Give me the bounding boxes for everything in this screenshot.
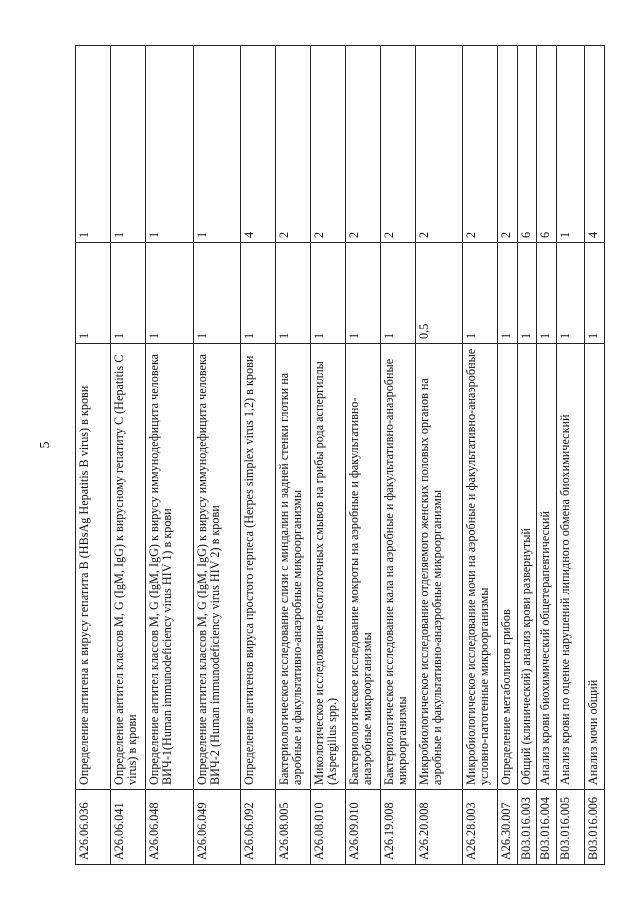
frequency-value: 1: [585, 243, 605, 344]
table-row: [110, 46, 145, 865]
service-code: B03.016.005: [557, 790, 585, 865]
count-value: 2: [345, 46, 380, 243]
service-code: B03.016.004: [537, 790, 557, 865]
table-row: [76, 46, 111, 865]
count-value: 4: [585, 46, 605, 243]
frequency-value: 1: [241, 243, 276, 344]
table-row: [345, 46, 380, 865]
count-value: 1: [145, 46, 193, 243]
frequency-value: 1: [145, 243, 193, 344]
count-value: 2: [311, 46, 346, 243]
service-name: Анализ крови биохимический общетерапевтический: [537, 344, 557, 790]
service-code: A26.09.010: [345, 790, 380, 865]
count-value: 1: [76, 46, 111, 243]
table-row: [415, 46, 463, 865]
table-row: [498, 46, 518, 865]
frequency-value: 1: [76, 243, 111, 344]
frequency-value: 1: [380, 243, 415, 344]
service-code: A26.06.049: [193, 790, 241, 865]
service-code: B03.016.003: [517, 790, 537, 865]
service-name: Определение антител классов M, G (IgM, IgG) к вирусному гепатиту C (Hepatitis C virus) в крови: [110, 344, 145, 790]
table-row: [241, 46, 276, 865]
count-value: 2: [498, 46, 518, 243]
frequency-value: 1: [537, 243, 557, 344]
services-table: [75, 45, 605, 865]
table-row: [276, 46, 311, 865]
table-row: [145, 46, 193, 865]
service-name: Определение метаболитов грибов: [498, 344, 518, 790]
service-name: Микробиологическое исследование мочи на аэробные и факультативно-анаэробные условно-патогенные микроорганизмы: [463, 344, 498, 790]
table-row: [537, 46, 557, 865]
frequency-value: 1: [193, 243, 241, 344]
table-row: [517, 46, 537, 865]
service-code: A26.08.010: [311, 790, 346, 865]
frequency-value: 0,5: [415, 243, 463, 344]
service-name: Определение антител классов M, G (IgM, IgG) к вирусу иммунодефицита человека ВИЧ-2 (Human immunodeficiency virus HIV 2) в крови: [193, 344, 241, 790]
service-code: A26.06.036: [76, 790, 111, 865]
count-value: 1: [557, 46, 585, 243]
service-code: A26.19.008: [380, 790, 415, 865]
frequency-value: 1: [463, 243, 498, 344]
service-name: Анализ крови по оценке нарушений липидного обмена биохимический: [557, 344, 585, 790]
frequency-value: 1: [311, 243, 346, 344]
service-code: A26.30.007: [498, 790, 518, 865]
service-code: B03.016.006: [585, 790, 605, 865]
frequency-value: 1: [110, 243, 145, 344]
table-row: [311, 46, 346, 865]
service-name: Бактериологическое исследование кала на аэробные и факультативно-анаэробные микроорганизмы: [380, 344, 415, 790]
service-code: A26.06.048: [145, 790, 193, 865]
service-code: A26.08.005: [276, 790, 311, 865]
count-value: 2: [415, 46, 463, 243]
table-row: [557, 46, 585, 865]
frequency-value: 1: [557, 243, 585, 344]
frequency-value: 1: [517, 243, 537, 344]
service-name: Определение антител классов M, G (IgM, IgG) к вирусу иммунодефицита человека ВИЧ-1(Human immunodeficiency virus HIV 1) в крови: [145, 344, 193, 790]
service-code: A26.20.008: [415, 790, 463, 865]
table-row: [585, 46, 605, 865]
page-number: 5: [38, 441, 53, 449]
service-name: Микробиологическое исследование отделяемого женских половых органов на аэробные и факультативно-анаэробные микроорганизмы: [415, 344, 463, 790]
count-value: 6: [517, 46, 537, 243]
frequency-value: 1: [276, 243, 311, 344]
service-name: Общий (клинический) анализ крови развернутый: [517, 344, 537, 790]
service-name: Определение антигенов вируса простого герпеса (Herpes simplex virus 1,2) в крови: [241, 344, 276, 790]
service-code: A26.06.092: [241, 790, 276, 865]
service-name: Бактериологическое исследование слизи с миндалин и задней стенки глотки на аэробные и факультативно-анаэробные микроорганизмы: [276, 344, 311, 790]
frequency-value: 1: [345, 243, 380, 344]
rotated-page: [75, 45, 605, 865]
table-body: [76, 46, 605, 865]
count-value: 2: [276, 46, 311, 243]
service-code: A26.06.041: [110, 790, 145, 865]
table-row: [380, 46, 415, 865]
count-value: 1: [110, 46, 145, 243]
service-name: Микологическое исследование носоглоточных смывов на грибы рода аспергиллы (Aspergillus spp.): [311, 344, 346, 790]
count-value: 2: [380, 46, 415, 243]
count-value: 2: [463, 46, 498, 243]
service-name: Анализ мочи общий: [585, 344, 605, 790]
count-value: 6: [537, 46, 557, 243]
count-value: 1: [193, 46, 241, 243]
service-name: Бактериологическое исследование мокроты на аэробные и факультативно-анаэробные микроорганизмы: [345, 344, 380, 790]
service-code: A26.28.003: [463, 790, 498, 865]
frequency-value: 1: [498, 243, 518, 344]
count-value: 4: [241, 46, 276, 243]
table-row: [193, 46, 241, 865]
service-name: Определение антигена к вирусу гепатита В (HBsAg Hepatitis B virus) в крови: [76, 344, 111, 790]
table-row: [463, 46, 498, 865]
